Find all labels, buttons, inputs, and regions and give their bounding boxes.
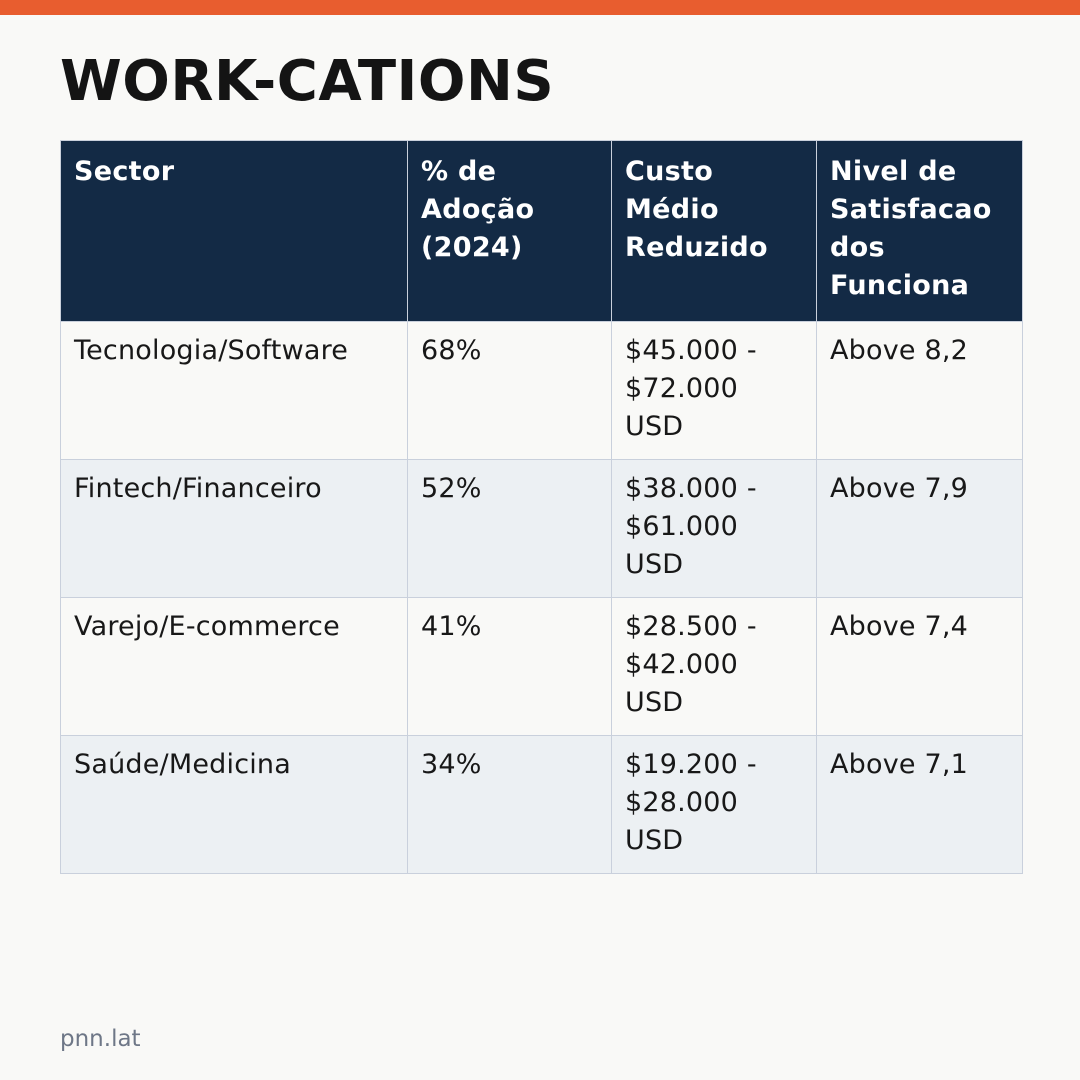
data-table <box>60 140 1023 874</box>
cell-cost: $38.000 - $61.000 USD <box>612 460 817 598</box>
cell-adoption: 34% <box>408 736 612 874</box>
cell-sector: Varejo/E-commerce <box>61 598 408 736</box>
table-row <box>61 322 1023 460</box>
column-header-sector: Sector <box>61 141 408 322</box>
column-header-satisfaction: Nivel de Satisfacao dos Funciona <box>817 141 1023 322</box>
column-header-cost: Custo Médio Reduzido <box>612 141 817 322</box>
cell-sector: Fintech/Financeiro <box>61 460 408 598</box>
table-body <box>61 322 1023 874</box>
cell-cost: $45.000 - $72.000 USD <box>612 322 817 460</box>
page-title: WORK-CATIONS <box>60 49 555 114</box>
cell-satisfaction: Above 7,1 <box>817 736 1023 874</box>
cell-satisfaction: Above 8,2 <box>817 322 1023 460</box>
cell-cost: $28.500 - $42.000 USD <box>612 598 817 736</box>
source-footer: pnn.lat <box>60 1026 141 1052</box>
cell-sector: Saúde/Medicina <box>61 736 408 874</box>
cell-adoption: 41% <box>408 598 612 736</box>
table-header <box>61 141 1023 322</box>
accent-bar <box>0 0 1080 15</box>
cell-cost: $19.200 - $28.000 USD <box>612 736 817 874</box>
cell-satisfaction: Above 7,4 <box>817 598 1023 736</box>
cell-adoption: 68% <box>408 322 612 460</box>
cell-adoption: 52% <box>408 460 612 598</box>
header-row <box>61 141 1023 322</box>
column-header-adoption: % de Adoção (2024) <box>408 141 612 322</box>
table-row <box>61 736 1023 874</box>
table-row <box>61 460 1023 598</box>
table-row <box>61 598 1023 736</box>
cell-sector: Tecnologia/Software <box>61 322 408 460</box>
cell-satisfaction: Above 7,9 <box>817 460 1023 598</box>
